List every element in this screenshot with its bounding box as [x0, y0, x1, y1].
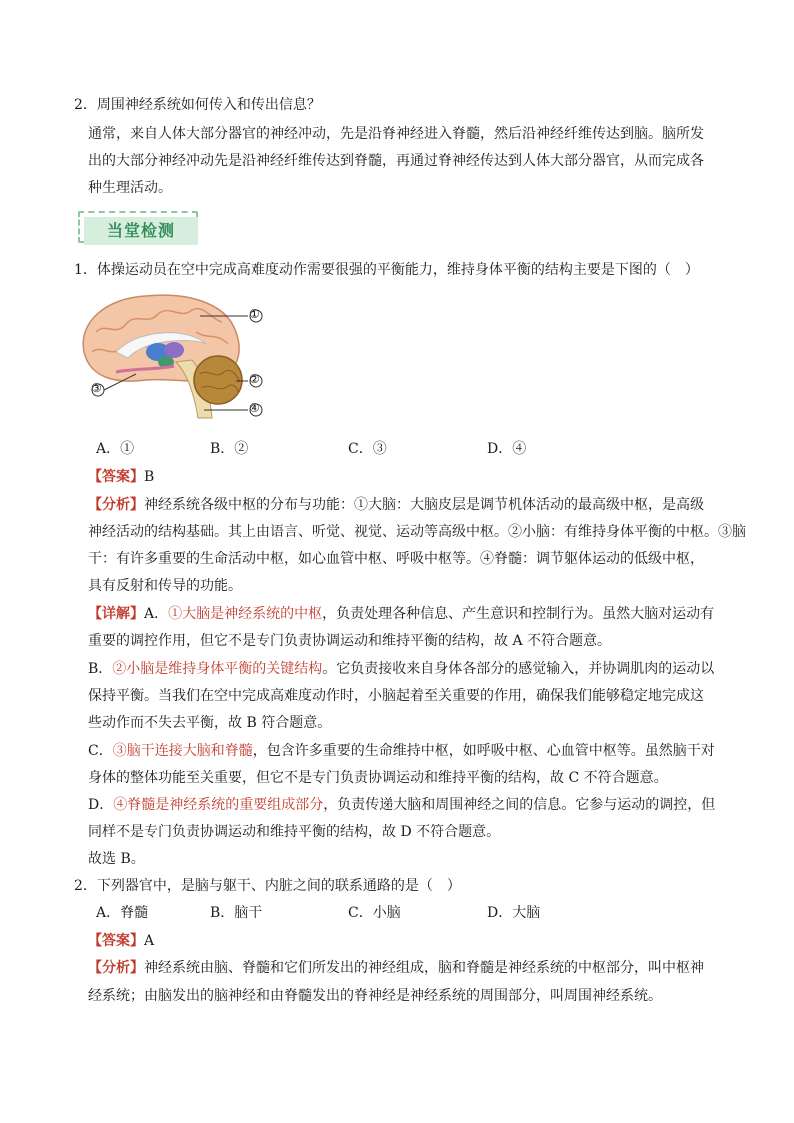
intro-line-3: 种生理活动。	[88, 180, 172, 196]
q1-answer: 【答案】B	[88, 469, 155, 485]
q1-option-d[interactable]: D．④	[487, 441, 527, 457]
q1-detail-c-line-1: C．③脑干连接大脑和脊髓，包含许多重要的生命维持中枢，如呼吸中枢、心血管中枢等。虽然脑干对	[88, 743, 715, 759]
intro-line-1: 通常，来自人体大部分器官的神经冲动，先是沿脊神经进入脊髓，然后沿神经纤维传达到脑。脑所发	[88, 126, 704, 142]
q1-stem: 1．体操运动员在空中完成高难度动作需要很强的平衡能力，维持身体平衡的结构主要是下图的（ ）	[74, 262, 699, 278]
brain-diagram	[76, 292, 276, 426]
q2-stem: 2．下列器官中，是脑与躯干、内脏之间的联系通路的是（ ）	[74, 878, 461, 894]
q1-option-a[interactable]: A．①	[96, 441, 135, 457]
q1-detail-b-line-2: 保持平衡。当我们在空中完成高难度动作时，小脑起着至关重要的作用，确保我们能够稳定地完成这	[88, 688, 704, 704]
q1-conclusion: 故选 B。	[88, 851, 145, 867]
q1-detail-d-line-2: 同样不是专门负责协调运动和维持平衡的结构，故 D 不符合题意。	[88, 824, 501, 840]
q1-analysis-line-4: 具有反射和传导的功能。	[88, 578, 242, 594]
q1-option-c[interactable]: C．③	[348, 441, 387, 457]
intro-question: 2．周围神经系统如何传入和传出信息？	[74, 97, 321, 113]
q2-option-a[interactable]: A．脊髓	[96, 905, 149, 921]
q2-option-c[interactable]: C．小脑	[348, 905, 401, 921]
q2-answer: 【答案】A	[88, 933, 155, 949]
q2-analysis-line-1: 【分析】神经系统由脑、脊髓和它们所发出的神经组成，脑和脊髓是神经系统的中枢部分，叫中枢神	[88, 960, 704, 976]
q1-analysis-line-2: 神经活动的结构基础。其上由语言、听觉、视觉、运动等高级中枢。②小脑：有维持身体平衡的中枢。③脑	[88, 524, 746, 540]
intro-line-2: 出的大部分神经冲动先是沿神经纤维传达到脊髓，再通过脊神经传达到人体大部分器官，从而完成各	[88, 153, 704, 169]
q1-detail-c-line-2: 身体的整体功能至关重要，但它不是专门负责协调运动和维持平衡的结构，故 C 不符合题意。	[88, 770, 668, 786]
section-badge	[78, 211, 202, 247]
figure-label-3: ③	[91, 381, 102, 395]
figure-label-2: ②	[249, 372, 260, 386]
figure-label-1: ①	[249, 307, 260, 321]
q1-analysis-line-1: 【分析】神经系统各级中枢的分布与功能：①大脑：大脑皮层是调节机体活动的最高级中枢，是高级	[88, 497, 704, 513]
figure-label-4: ④	[249, 401, 260, 415]
q1-detail-b-line-1: B．②小脑是维持身体平衡的关键结构。它负责接收来自身体各部分的感觉输入，并协调肌肉的运动以	[88, 661, 715, 677]
q1-detail-d-line-1: D．④脊髓是神经系统的重要组成部分，负责传递大脑和周围神经之间的信息。它参与运动的调控，但	[88, 797, 716, 813]
q1-detail-a-line-1: 【详解】A．①大脑是神经系统的中枢，负责处理各种信息、产生意识和控制行为。虽然大脑对运动有	[88, 606, 715, 622]
q2-option-d[interactable]: D．大脑	[487, 905, 541, 921]
section-badge-label: 当堂检测	[84, 217, 198, 245]
q2-option-b[interactable]: B．脑干	[210, 905, 263, 921]
q2-analysis-line-2: 经系统；由脑发出的脑神经和由脊髓发出的脊神经是神经系统的周围部分，叫周围神经系统。	[88, 988, 662, 1004]
q1-detail-a-line-2: 重要的调控作用，但它不是专门负责协调运动和维持平衡的结构，故 A 不符合题意。	[88, 633, 612, 649]
q1-analysis-line-3: 干：有许多重要的生命活动中枢，如心血管中枢、呼吸中枢等。④脊髓：调节躯体运动的低级中枢，	[88, 551, 704, 567]
q1-option-b[interactable]: B．②	[210, 441, 249, 457]
q1-detail-b-line-3: 些动作而不失去平衡，故 B 符合题意。	[88, 715, 332, 731]
